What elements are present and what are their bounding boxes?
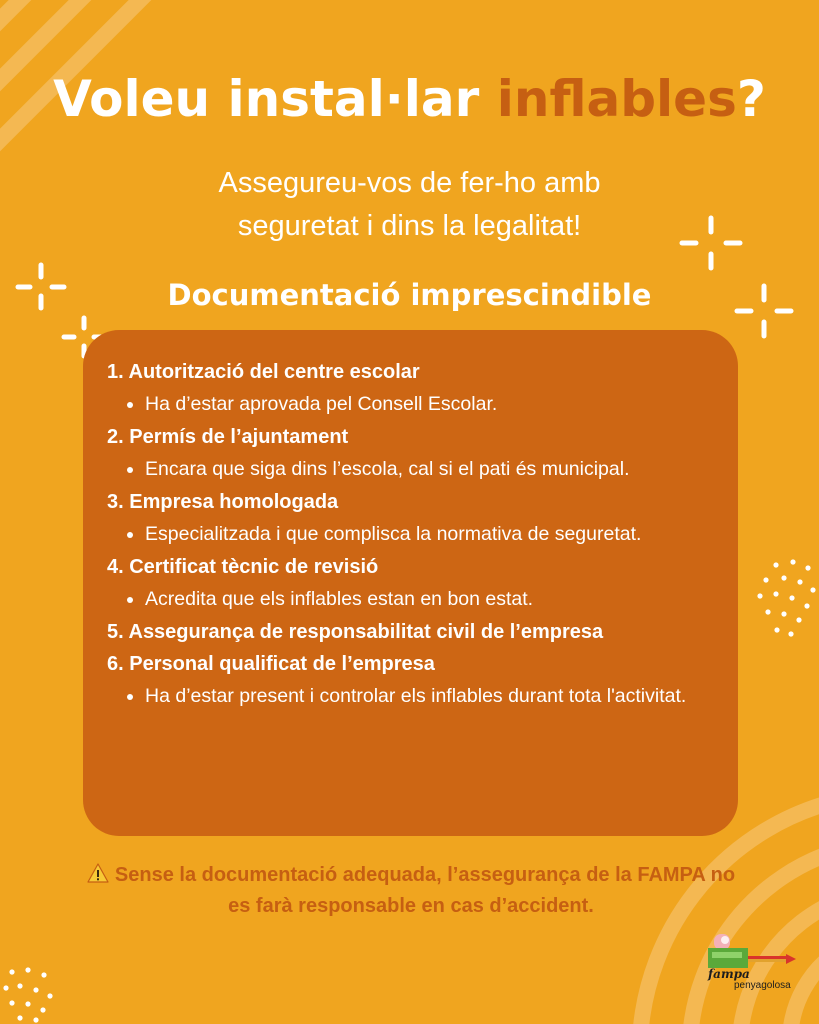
page-title: Voleu instal·lar inflables? xyxy=(53,70,766,128)
subtitle-line-2: seguretat i dins la legalitat! xyxy=(237,210,582,242)
document-detail: Encara que siga dins l’escola, cal si el pati és municipal. xyxy=(107,453,718,486)
warning-icon xyxy=(87,863,109,883)
title-highlight: inflables xyxy=(496,70,737,128)
document-detail: Especialitzada i que complisca la normativa de seguretat. xyxy=(107,518,718,551)
document-item xyxy=(107,648,718,713)
document-title: 5. Assegurança de responsabilitat civil de l’empresa xyxy=(107,621,604,643)
document-title: 3. Empresa homologada xyxy=(107,491,339,513)
document-title: 2. Permís de l’ajuntament xyxy=(107,426,349,448)
warning-text: Sense la documentació adequada, l’assegurança de la FAMPA no es farà responsable en cas d’accident. xyxy=(114,864,736,917)
warning-notice xyxy=(86,860,736,922)
fampa-logo xyxy=(700,930,800,1000)
dots-decoration-bottom-left xyxy=(3,967,52,1022)
document-detail: Acredita que els inflables estan en bon estat. xyxy=(107,583,718,616)
subtitle xyxy=(0,162,819,248)
document-detail: Ha d’estar present i controlar els inflables durant tota l'activitat. xyxy=(107,680,718,713)
dots-decoration-right xyxy=(757,559,815,636)
document-detail: Ha d’estar aprovada pel Consell Escolar. xyxy=(107,388,718,421)
document-item xyxy=(107,356,718,421)
documents-panel xyxy=(83,330,738,836)
document-item xyxy=(107,486,718,551)
section-title: Documentació imprescindible xyxy=(167,278,652,312)
document-item xyxy=(107,421,718,486)
document-item xyxy=(107,616,718,648)
documents-list xyxy=(107,356,718,713)
logo-subtitle: penyagolosa xyxy=(734,980,791,991)
document-title: 4. Certificat tècnic de revisió xyxy=(107,556,379,578)
subtitle-line-1: Assegureu-vos de fer-ho amb xyxy=(218,167,601,199)
document-title: 6. Personal qualificat de l’empresa xyxy=(107,653,435,675)
document-title: 1. Autorització del centre escolar xyxy=(107,361,420,383)
logo-wordmark: fampa xyxy=(708,967,750,981)
document-item xyxy=(107,551,718,616)
